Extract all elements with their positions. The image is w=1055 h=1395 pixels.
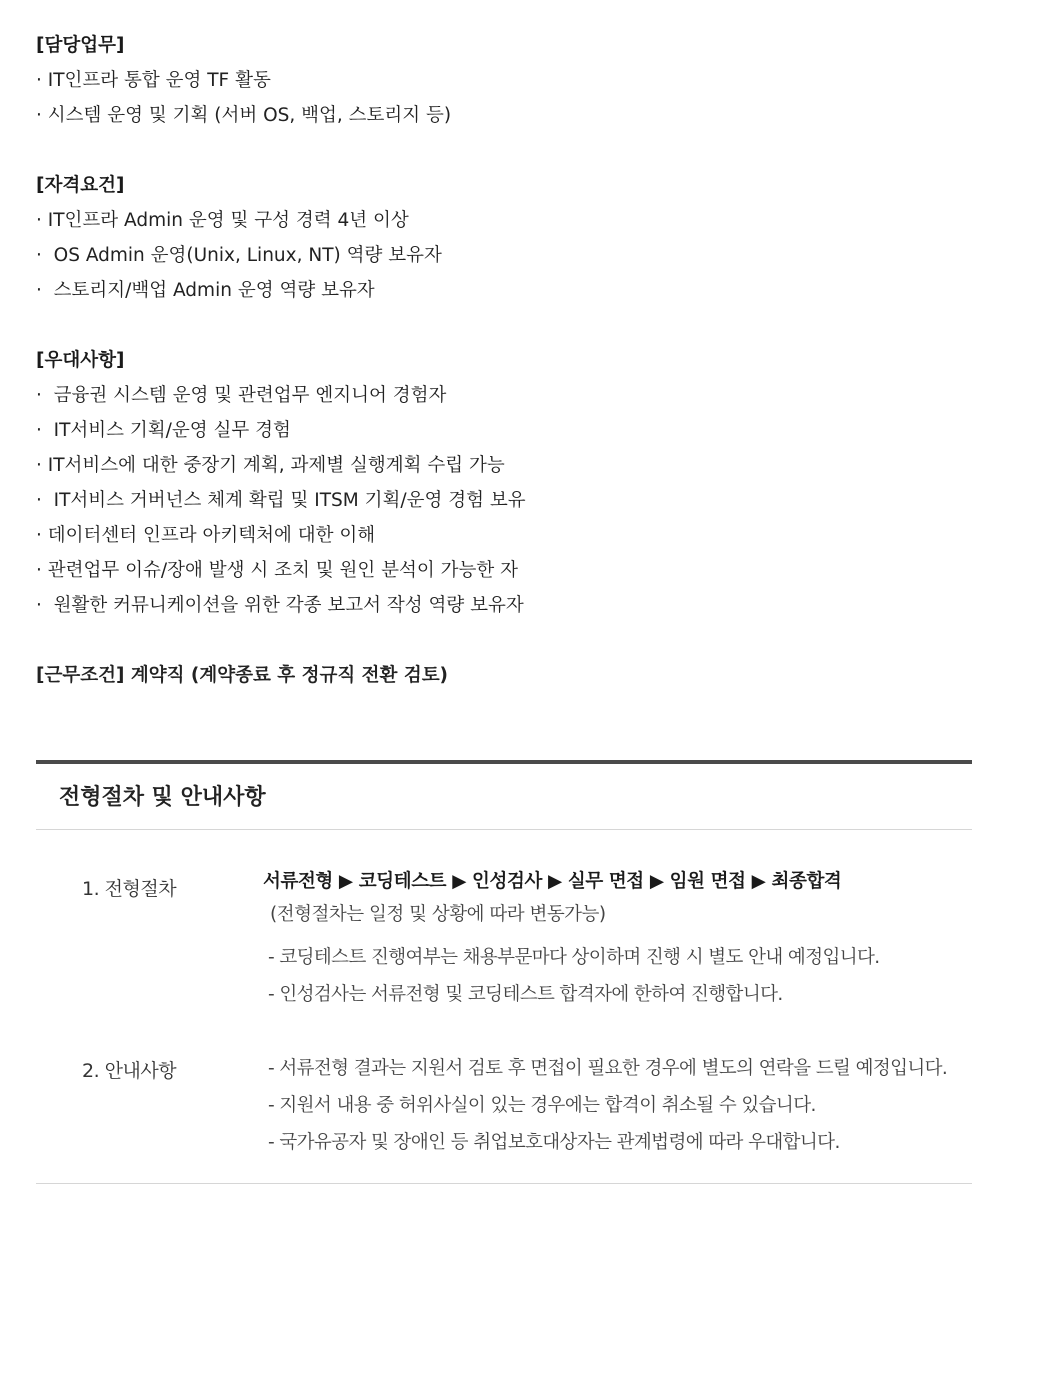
preferred-item: · IT서비스에 대한 중장기 계획, 과제별 실행계획 수립 가능 [36, 455, 505, 476]
process-top-rule [36, 760, 972, 764]
qualifications-heading: [자격요건] [36, 175, 125, 196]
step2-bullet: - 국가유공자 및 장애인 등 취업보호대상자는 관계법령에 따라 우대합니다. [268, 1132, 840, 1153]
qualifications-item: · IT인프라 Admin 운영 및 구성 경력 4년 이상 [36, 210, 409, 231]
qualifications-item: · OS Admin 운영(Unix, Linux, NT) 역량 보유자 [36, 245, 442, 266]
process-bottom-rule [36, 1183, 972, 1184]
preferred-item: · 금융권 시스템 운영 및 관련업무 엔지니어 경험자 [36, 385, 447, 406]
step1-flow: 서류전형 ▶ 코딩테스트 ▶ 인성검사 ▶ 실무 면접 ▶ 임원 면접 ▶ 최종합격 [263, 871, 842, 892]
preferred-item: · 관련업무 이슈/장애 발생 시 조치 및 원인 분석이 가능한 자 [36, 560, 518, 581]
step2-bullet: - 서류전형 결과는 지원서 검토 후 면접이 필요한 경우에 별도의 연락을 드릴 예정입니다. [268, 1058, 948, 1079]
preferred-heading: [우대사항] [36, 350, 125, 371]
step2-label: 2. 안내사항 [82, 1060, 177, 1082]
qualifications-item: · 스토리지/백업 Admin 운영 역량 보유자 [36, 280, 375, 301]
step1-note: (전형절차는 일정 및 상황에 따라 변동가능) [270, 904, 606, 925]
duties-heading: [담당업무] [36, 35, 125, 56]
spacer [36, 623, 1016, 658]
spacer [36, 308, 1016, 343]
process-heading: 전형절차 및 안내사항 [59, 785, 266, 810]
step1-bullet: - 인성검사는 서류전형 및 코딩테스트 합격자에 한하여 진행합니다. [268, 984, 783, 1005]
job-description [36, 28, 1016, 693]
process-divider [36, 829, 972, 830]
preferred-item: · IT서비스 거버넌스 체계 확립 및 ITSM 기획/운영 경험 보유 [36, 490, 526, 511]
step1-label: 1. 전형절차 [82, 878, 177, 900]
preferred-item: · 데이터센터 인프라 아키텍처에 대한 이해 [36, 525, 376, 546]
step1-bullet: - 코딩테스트 진행여부는 채용부문마다 상이하며 진행 시 별도 안내 예정입니다. [268, 947, 880, 968]
work-conditions: [근무조건] 계약직 (계약종료 후 정규직 전환 검토) [36, 665, 449, 686]
preferred-item: · IT서비스 기획/운영 실무 경험 [36, 420, 291, 441]
preferred-item: · 원활한 커뮤니케이션을 위한 각종 보고서 작성 역량 보유자 [36, 595, 524, 616]
step2-bullet: - 지원서 내용 중 허위사실이 있는 경우에는 합격이 취소될 수 있습니다. [268, 1095, 816, 1116]
spacer [36, 133, 1016, 168]
duties-item: · IT인프라 통합 운영 TF 활동 [36, 70, 271, 91]
duties-item: · 시스템 운영 및 기획 (서버 OS, 백업, 스토리지 등) [36, 105, 452, 126]
